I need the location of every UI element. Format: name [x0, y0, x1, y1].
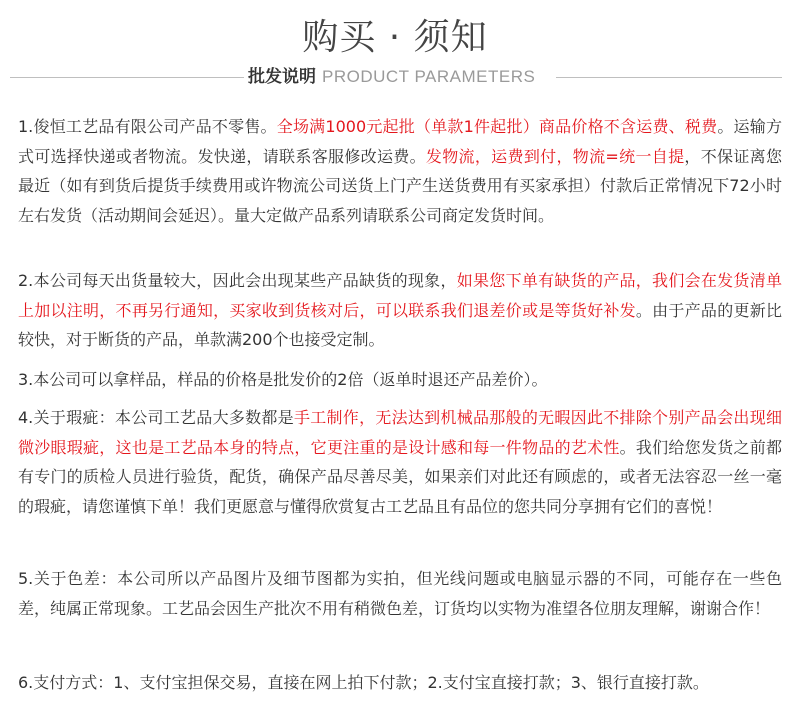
highlight-segment: 如果您下单有缺货的产品，我们会在发货清单上加以注明，不再另行通知，买家收到货核对后，可以联系我们退差价或是等货好补发 [18, 271, 782, 320]
page-title: 购买 · 须知 [302, 17, 488, 58]
text-segment: 3.本公司可以拿样品，样品的价格是批发价的2倍（返单时退还产品差价）。 [18, 370, 548, 389]
text-segment: 。我们给您发货之前都有专门的质检人员进行验货，配货，确保产品尽善尽美，如果亲们对此还有顾虑的，或者无法容忍一丝一毫的瑕疵，请您谨慎下单！我们更愿意与懂得欣赏复古工艺品且有品位的您共同分享拥有它们的喜悦！ [18, 437, 782, 516]
highlight-segment: 发物流，运费到付，物流=统一自提 [425, 146, 685, 166]
notice-paragraph-3 [18, 365, 782, 395]
notice-paragraph-5 [18, 564, 782, 623]
text-segment: 2.本公司每天出货量较大，因此会出现某些产品缺货的现象， [18, 271, 457, 290]
text-segment: 4.关于瑕疵：本公司工艺品大多数都是 [18, 408, 294, 427]
text-segment: 5.关于色差：本公司所以产品图片及细节图都为实拍，但光线问题或电脑显示器的不同，可能存在一些色差，纯属正常现象。工艺品会因生产批次不用有稍微色差，订货均以实物为准望各位朋友理解，谢谢合作！ [18, 569, 782, 618]
notice-paragraph-4 [18, 403, 782, 521]
divider-left [10, 77, 244, 78]
subtitle-chinese: 批发说明 [248, 67, 316, 87]
highlight-segment: 手工制作，无法达到机械品那般的无暇因此不排除个别产品会出现细微沙眼瑕疵，这也是工艺品本身的特点，它更注重的是设计感和每一件物品的艺术性 [18, 408, 782, 457]
section-header [10, 62, 782, 90]
notice-paragraph-6 [18, 668, 782, 698]
text-segment: 1.俊恒工艺品有限公司产品不零售。 [18, 117, 277, 136]
subtitle-english: PRODUCT PARAMETERS [322, 67, 536, 86]
text-segment: 。运输方式可选择快递或者物流。发快递，请联系客服修改运费。 [18, 117, 782, 166]
section-subtitle [248, 62, 554, 92]
notice-paragraph-2 [18, 266, 782, 355]
text-segment: 。由于产品的更新比较快，对于断货的产品，单款满200个也接受定制。 [18, 300, 782, 349]
divider-right [556, 77, 782, 78]
highlight-segment: 全场满1000元起批（单款1件起批）商品价格不含运费、税费 [276, 117, 718, 136]
text-segment: 6.支付方式：1、支付宝担保交易，直接在网上拍下付款；2.支付宝直接打款；3、银行直接打款。 [18, 673, 709, 692]
notice-paragraph-1 [18, 112, 782, 230]
text-segment: ，不保证离您最近（如有到货后提货手续费用或许物流公司送货上门产生送货费用有买家承担）付款后正常情况下72小时左右发货（活动期间会延迟）。量大定做产品系列请联系公司商定发货时间。 [18, 146, 782, 225]
